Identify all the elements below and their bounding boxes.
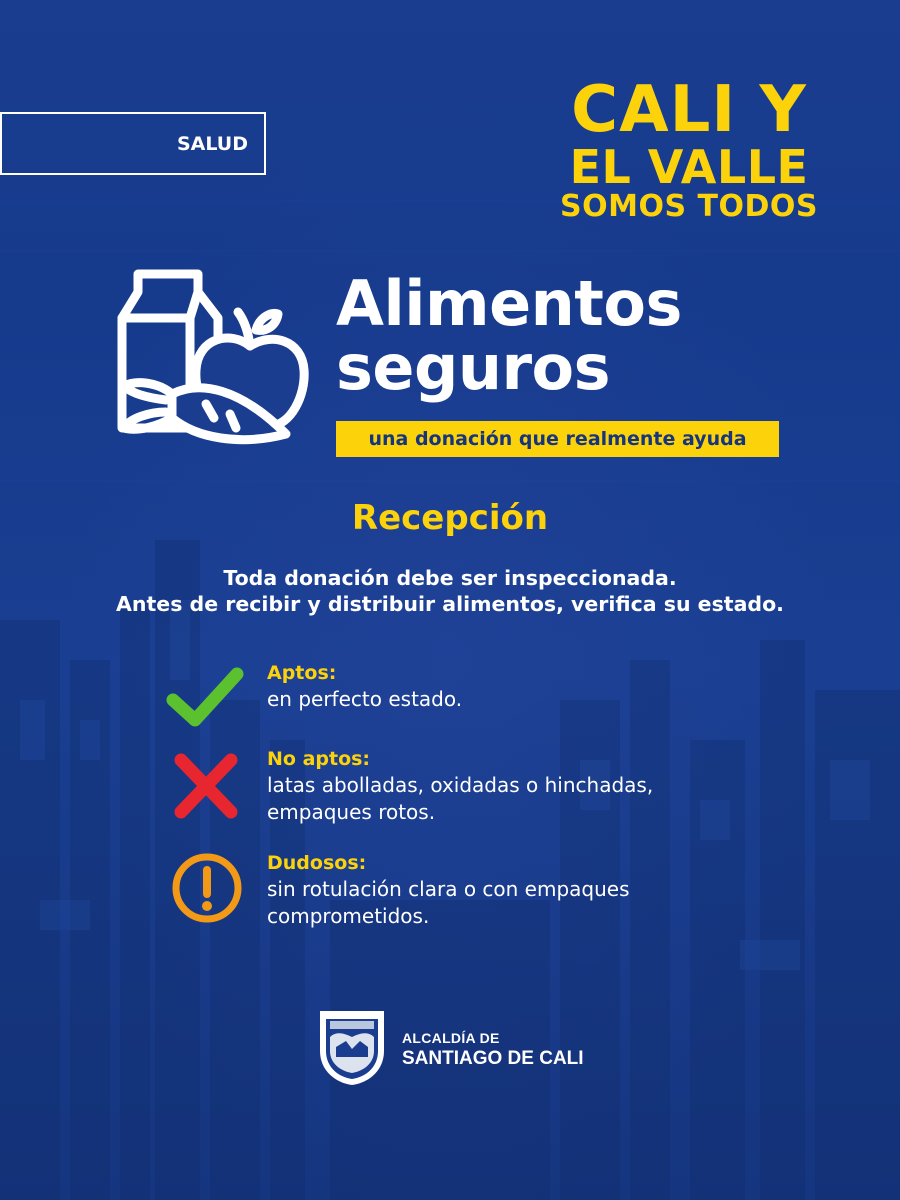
brand-line-3: SOMOS TODOS <box>560 189 818 224</box>
intro-line-2: Antes de recibir y distribuir alimentos, verifica su estado. <box>116 592 784 616</box>
footer-line-2: SANTIAGO DE CALI <box>402 1048 584 1069</box>
title-line-1: Alimentos <box>336 267 682 340</box>
cross-icon <box>165 746 245 826</box>
item-description-line-1: sin rotulación clara o con empaques <box>267 877 630 901</box>
brand-line-2: EL VALLE <box>569 140 809 194</box>
item-description-line-2: empaques rotos. <box>267 800 436 824</box>
item-description-line-1: latas abolladas, oxidadas o hinchadas, <box>267 773 654 797</box>
item-heading: No aptos: <box>267 748 371 770</box>
coat-of-arms-logo <box>316 1007 388 1087</box>
intro-text <box>0 565 900 617</box>
intro-line-1: Toda donación debe ser inspeccionada. <box>223 566 677 590</box>
subtitle-banner: una donación que realmente ayuda <box>336 421 779 457</box>
food-icon <box>110 268 310 458</box>
footer-line-1: ALCALDÍA DE <box>402 1030 500 1046</box>
title-line-2: seguros <box>336 331 611 404</box>
category-tag-label: SALUD <box>176 133 248 155</box>
check-icon <box>165 660 245 740</box>
category-tag <box>0 112 266 175</box>
item-heading: Aptos: <box>267 662 337 684</box>
item-description: en perfecto estado. <box>267 687 463 711</box>
warning-icon <box>165 850 245 930</box>
footer-institution <box>402 1030 584 1070</box>
page-title <box>336 267 682 404</box>
section-title: Recepción <box>351 498 549 538</box>
item-heading: Dudosos: <box>267 852 367 874</box>
item-description-line-2: comprometidos. <box>267 904 430 928</box>
brand-line-1: CALI Y <box>571 73 807 147</box>
brand-slogan <box>560 73 818 224</box>
